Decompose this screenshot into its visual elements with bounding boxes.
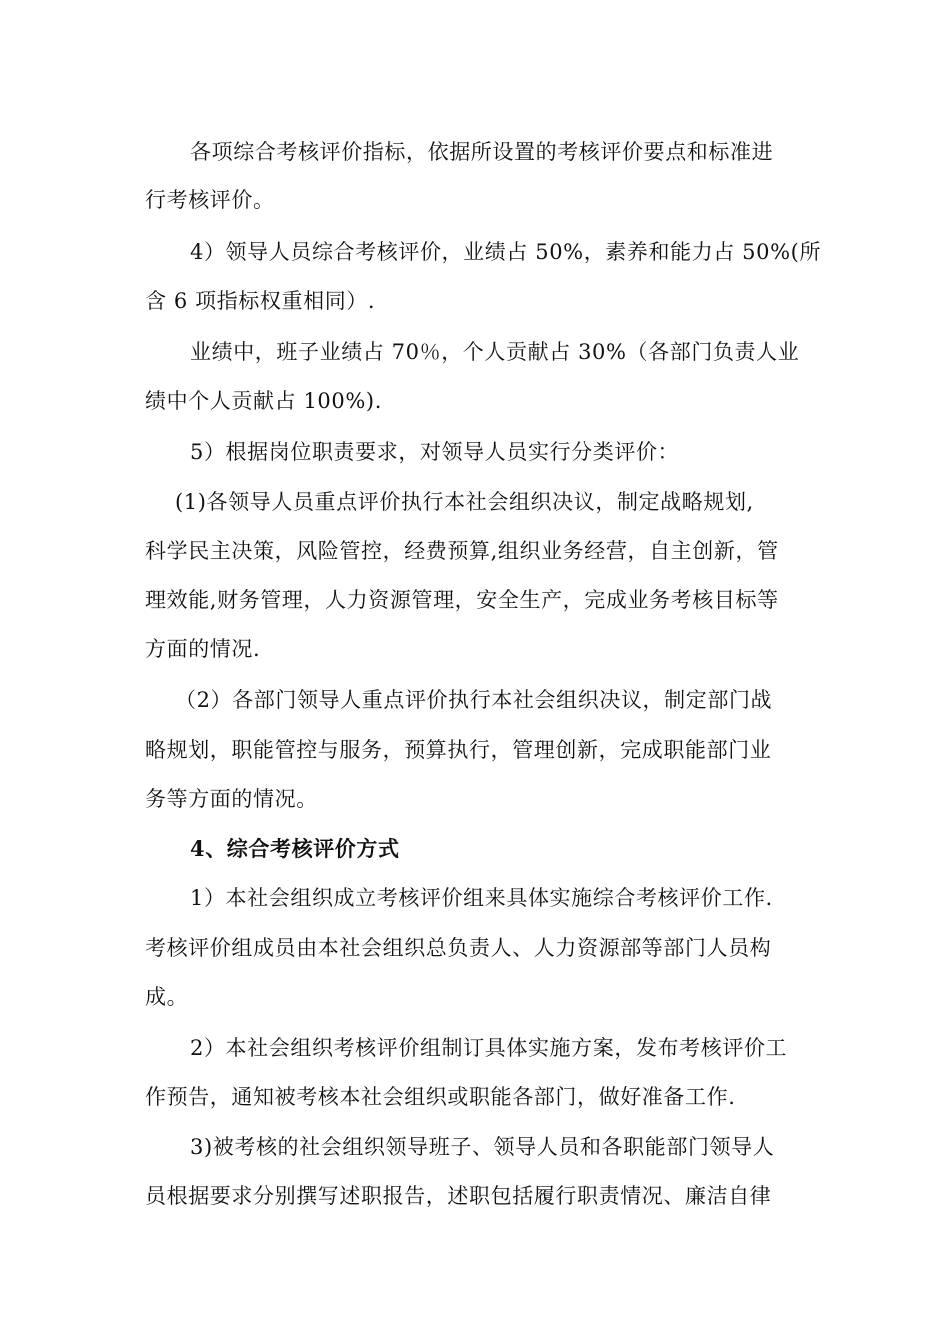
paragraph-line: 1）本社会组织成立考核评价组来具体实施综合考核评价工作. (190, 886, 773, 910)
paragraph-line: 含 6 项指标权重相同）. (145, 289, 376, 313)
paragraph-line: 员根据要求分别撰写述职报告，述职包括履行职责情况、廉洁自律 (145, 1184, 772, 1208)
section-heading: 4、综合考核评价方式 (190, 836, 400, 861)
paragraph-line: 各项综合考核评价指标，依据所设置的考核评价要点和标准进 (190, 140, 774, 164)
paragraph-line: 行考核评价。 (145, 188, 275, 212)
paragraph-line: 略规划，职能管控与服务，预算执行，管理创新，完成职能部门业 (145, 738, 772, 762)
paragraph-line: 理效能,财务管理，人力资源管理，安全生产，完成业务考核目标等 (145, 588, 779, 612)
paragraph-line: 5）根据岗位职责要求，对领导人员实行分类评价： (190, 440, 680, 464)
paragraph-line: (1)各领导人员重点评价执行本社会组织决议，制定战略规划, (175, 490, 754, 514)
paragraph-line: 考核评价组成员由本社会组织总负责人、人力资源部等部门人员构 (145, 936, 772, 960)
paragraph-line: 方面的情况. (145, 637, 261, 661)
paragraph-line: 4）领导人员综合考核评价，业绩占 50%，素养和能力占 50%(所 (190, 240, 822, 264)
paragraph-line: 业绩中，班子业绩占 70％，个人贡献占 30%（各部门负责人业 (190, 340, 800, 364)
paragraph-line: 2）本社会组织考核评价组制订具体实施方案，发布考核评价工 (190, 1036, 788, 1060)
paragraph-line: 务等方面的情况。 (145, 787, 318, 811)
paragraph-line: 绩中个人贡献占 100%). (145, 389, 382, 413)
paragraph-line: 成。 (145, 985, 189, 1009)
paragraph-line: 作预告，通知被考核本社会组织或职能各部门，做好准备工作. (145, 1085, 736, 1109)
paragraph-line: 科学民主决策，风险管控，经费预算,组织业务经营，自主创新，管 (145, 539, 779, 563)
paragraph-line: 3)被考核的社会组织领导班子、领导人员和各职能部门领导人 (190, 1135, 775, 1159)
paragraph-line: （2）各部门领导人重点评价执行本社会组织决议，制定部门战 (175, 688, 773, 712)
